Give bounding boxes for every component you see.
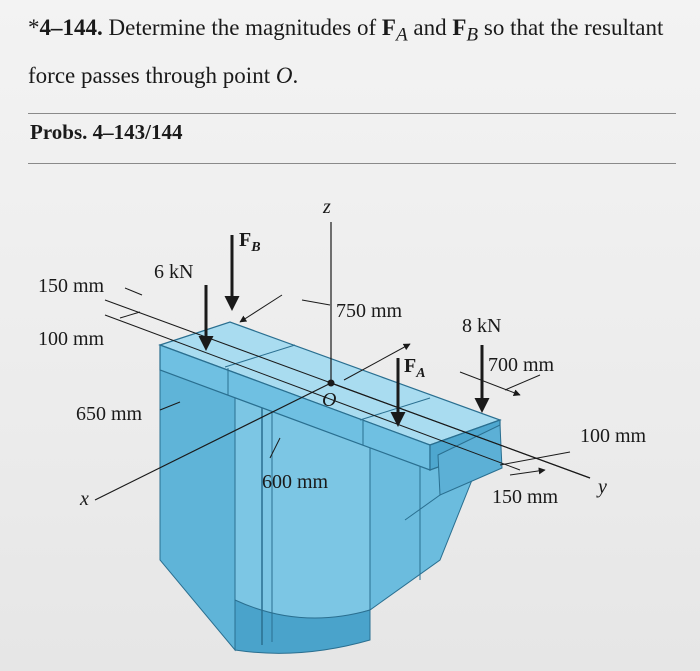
point-o-marker: [328, 380, 335, 387]
dim-150-left: 150 mm: [38, 275, 105, 297]
point-o-figure-label: O: [322, 389, 337, 411]
problem-number: 4–144.: [39, 15, 103, 40]
problem-period: .: [292, 62, 299, 88]
point-o-label: O: [275, 62, 293, 88]
problem-text-before: Determine the magnitudes of: [102, 15, 382, 40]
dim-700: 700 mm: [488, 354, 555, 376]
dim-650: 650 mm: [76, 403, 143, 425]
fa-label: $F_A$: [404, 355, 426, 381]
dim-150-right: 150 mm: [492, 486, 559, 508]
divider-top: [28, 113, 676, 114]
dim-100-left: 100 mm: [38, 328, 105, 350]
fa-letter: F: [381, 15, 396, 40]
problem-and: and: [407, 15, 453, 40]
divider-bottom: [28, 163, 676, 164]
figure-caption: Probs. 4–143/144: [30, 120, 183, 144]
fb-letter: F: [452, 15, 467, 40]
dim-750: 750 mm: [336, 300, 403, 322]
problem-text-after: so that the resultant force passes through point: [28, 15, 664, 88]
z-axis-label: z: [323, 196, 331, 218]
fb-label: $F_B$: [239, 229, 261, 255]
y-axis-label: y: [598, 476, 607, 498]
dim-600: 600 mm: [262, 471, 329, 493]
load-8kn-label: 8 kN: [462, 315, 502, 337]
dim-100-right: 100 mm: [580, 425, 647, 447]
fb-sub: B: [466, 24, 479, 46]
beam-figure: [0, 180, 700, 671]
load-6kn-label: 6 kN: [154, 261, 194, 283]
problem-star: *: [28, 15, 40, 40]
x-axis-label: x: [80, 488, 89, 510]
problem-statement: [28, 8, 678, 96]
fa-sub: A: [395, 24, 408, 46]
